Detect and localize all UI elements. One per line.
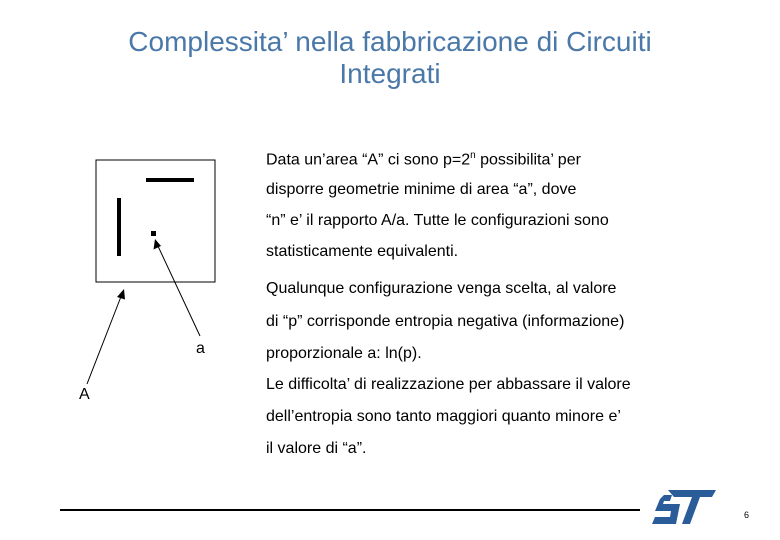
arrow-line-a bbox=[157, 244, 200, 336]
label-large-area: A bbox=[79, 386, 90, 403]
p2-line-3: proporzionale a: ln(p). bbox=[266, 345, 422, 362]
p1-line-1-text: Data un’area “A” ci sono p=2 bbox=[266, 151, 471, 169]
p1-line-1 bbox=[266, 150, 581, 169]
p2-line-2: di “p” corrisponde entropia negativa (informazione) bbox=[266, 313, 625, 330]
arrowhead-a bbox=[154, 239, 162, 250]
vertical-geometry bbox=[117, 198, 121, 256]
title-line-1: Complessita’ nella fabbricazione di Circuiti bbox=[128, 26, 652, 57]
p3-line-3: il valore di “a”. bbox=[266, 440, 367, 457]
minimal-geometry-a bbox=[151, 231, 156, 236]
p1-line-4: statisticamente equivalenti. bbox=[266, 243, 459, 260]
p1-line-1-rest: possibilita’ per bbox=[475, 151, 581, 169]
title-line-2: Integrati bbox=[339, 58, 441, 89]
footer-divider bbox=[60, 509, 640, 511]
arrowhead-A bbox=[117, 289, 125, 300]
p3-line-1: Le difficolta’ di realizzazione per abbassare il valore bbox=[266, 376, 631, 393]
p1-line-3: “n” e’ il rapporto A/a. Tutte le configurazioni sono bbox=[266, 212, 609, 229]
arrow-line-A bbox=[87, 294, 122, 384]
horizontal-geometry bbox=[146, 178, 194, 182]
st-logo bbox=[650, 487, 720, 527]
p3-line-2: dell’entropia sono tanto maggiori quanto minore e’ bbox=[266, 408, 621, 425]
p1-line-2: disporre geometrie minime di area “a”, dove bbox=[266, 181, 577, 198]
p1-superscript: n bbox=[470, 150, 476, 161]
label-small-area: a bbox=[196, 340, 205, 357]
p2-line-1: Qualunque configurazione venga scelta, al valore bbox=[266, 280, 617, 297]
page-number: 6 bbox=[744, 510, 750, 520]
